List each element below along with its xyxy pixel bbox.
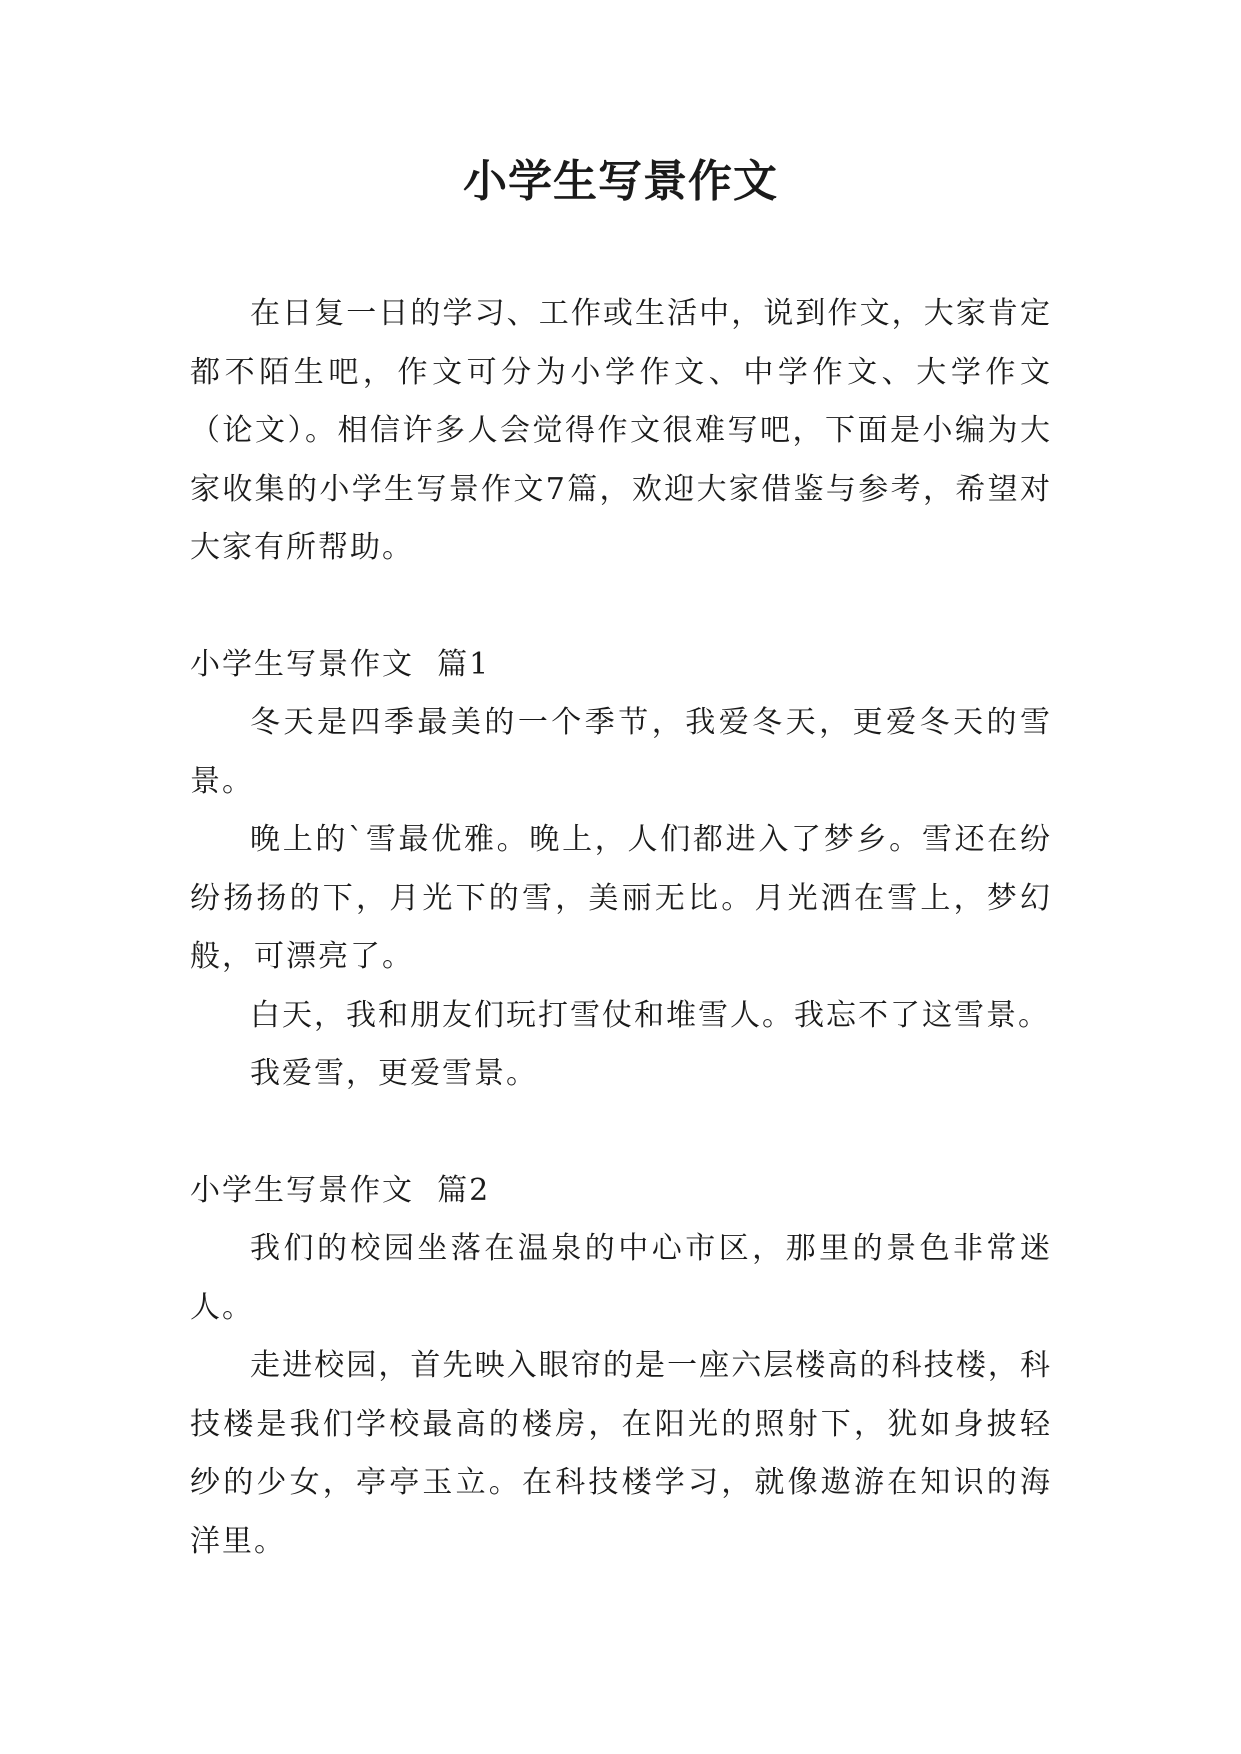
document-title: 小学生写景作文 — [463, 156, 778, 207]
section-heading-1: 小学生写景作文 篇1 — [190, 646, 491, 682]
paragraph: 白天，我和朋友们玩打雪仗和堆雪人。我忘不了这雪景。 — [250, 997, 1050, 1033]
paragraph: 走进校园，首先映入眼帘的是一座六层楼高的科技楼，科技楼是我们学校最高的楼房，在阳光的照射下，犹如身披轻纱的少女，亭亭玉立。在科技楼学习，就像遨游在知识的海洋里。 — [190, 1348, 1052, 1559]
section-gap — [190, 1104, 1052, 1162]
intro-paragraph: 在日复一日的学习、工作或生活中，说到作文，大家肯定都不陌生吧，作文可分为小学作文、中学作文、大学作文（论文）。相信许多人会觉得作文很难写吧，下面是小编为大家收集的小学生写景作文7篇，欢迎大家借鉴与参考，希望对大家有所帮助。 — [190, 296, 1052, 565]
paragraph: 晚上的`雪最优雅。晚上，人们都进入了梦乡。雪还在纷纷扬扬的下，月光下的雪，美丽无比。月光洒在雪上，梦幻般，可漂亮了。 — [190, 822, 1052, 974]
paragraph: 我爱雪，更爱雪景。 — [250, 1056, 538, 1091]
paragraph: 冬天是四季最美的一个季节，我爱冬天，更爱冬天的雪景。 — [190, 705, 1052, 799]
section-heading-2: 小学生写景作文 篇2 — [190, 1172, 491, 1208]
section-gap — [190, 578, 1052, 636]
paragraph: 我们的校园坐落在温泉的中心市区，那里的景色非常迷人。 — [190, 1231, 1052, 1325]
document-body — [190, 285, 1052, 1571]
